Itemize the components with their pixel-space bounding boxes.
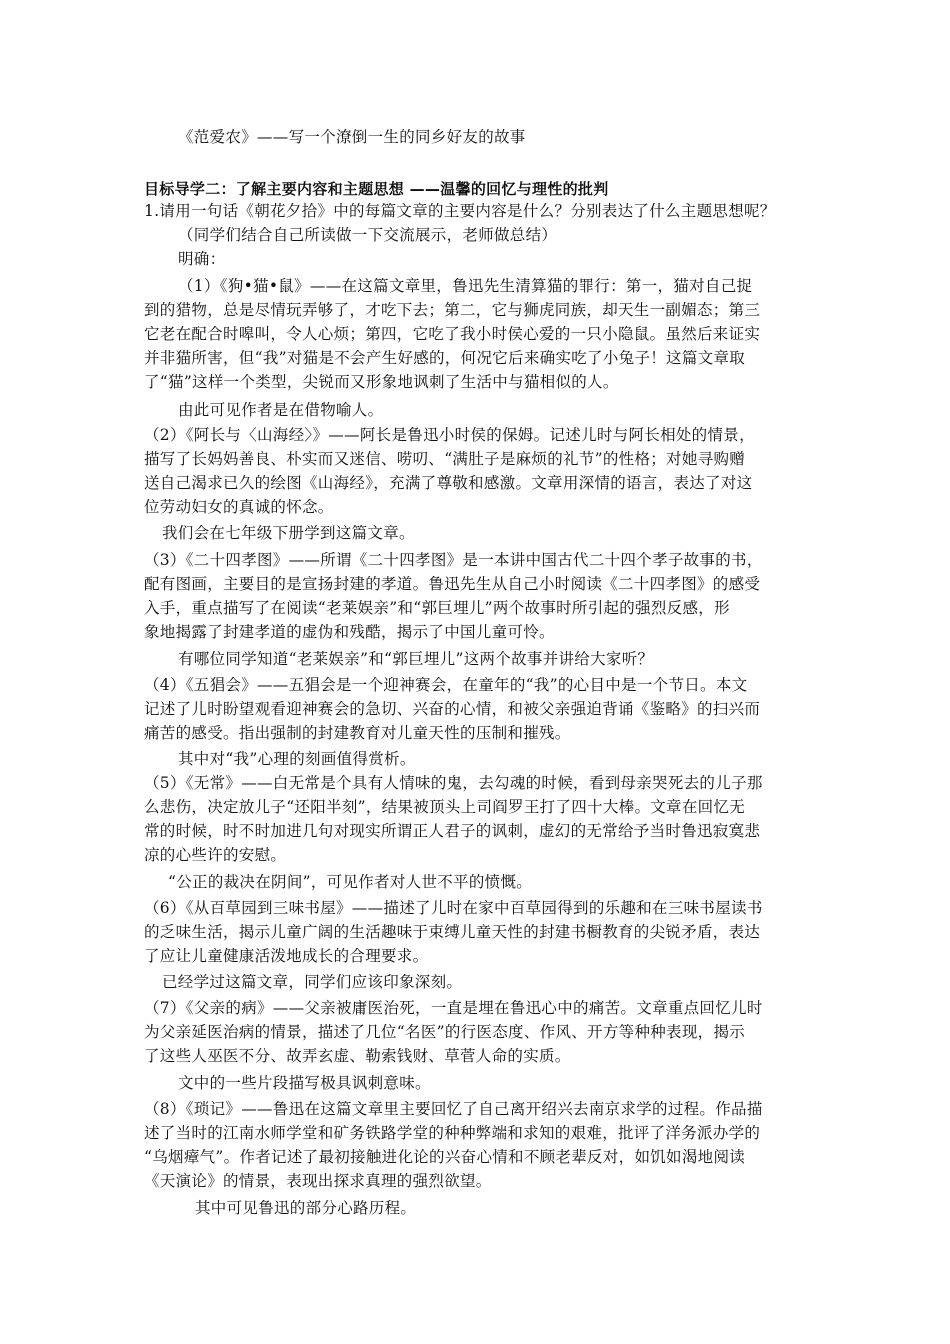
item-1-line-3: 它老在配合时嗥叫，令人心烦；第四，它吃了我小时侯心爱的一只小隐鼠。虽然后来证实 bbox=[144, 325, 761, 343]
item-1-line-4: 并非猫所害，但“我”对猫是不会产生好感的，何况它后来确实吃了小兔子！这篇文章取 bbox=[144, 349, 746, 367]
item-5-line-1: （5）《无常》——白无常是个具有人情味的鬼，去勾魂的时候，看到母亲哭死去的儿子那 bbox=[144, 774, 763, 792]
item-8-line-3: “乌烟瘴气”。作者记述了最初接触进化论的兴奋心情和不顾老辈反对，如饥如渴地阅读 bbox=[144, 1148, 746, 1166]
item-2-line-1: （2）《阿长与〈山海经〉》——阿长是鲁迅小时侯的保姆。记述儿时与阿长相处的情景， bbox=[144, 426, 755, 444]
intro-line-fan-ainong: 《范爱农》——写一个潦倒一生的同乡好友的故事 bbox=[178, 128, 526, 146]
item-7-note: 文中的一些片段描写极具讽刺意味。 bbox=[178, 1074, 431, 1092]
item-5-line-2: 么悲伤，决定放儿子“还阳半刻”，结果被顶头上司阎罗王打了四十大棒。文章在回忆无 bbox=[144, 798, 746, 816]
item-1-line-2: 到的猎物，总是尽情玩弄够了，才吃下去；第二，它与狮虎同族，却天生一副媚态；第三 bbox=[144, 301, 761, 319]
item-8-line-2: 述了当时的江南水师学堂和矿务铁路学堂的种种弊端和求知的艰难，批评了洋务派办学的 bbox=[144, 1124, 761, 1142]
item-3-line-1: （3）《二十四孝图》——所谓《二十四孝图》是一本讲中国古代二十四个孝子故事的书， bbox=[144, 551, 763, 569]
item-4-note: 其中对“我”心理的刻画值得赏析。 bbox=[178, 750, 416, 768]
item-6-line-3: 了应让儿童健康活泼地成长的合理要求。 bbox=[144, 947, 429, 965]
item-3-note: 有哪位同学知道“老莱娱亲”和“郭巨埋儿”这两个故事并讲给大家听？ bbox=[178, 650, 654, 668]
item-5-line-4: 凉的心些许的安慰。 bbox=[144, 846, 287, 864]
item-3-line-3: 入手，重点描写了在阅读“老莱娱亲”和“郭巨埋儿”两个故事时所引起的强烈反感，形 bbox=[144, 599, 730, 617]
item-4-line-3: 痛苦的感受。指出强制的封建教育对儿童天性的压制和摧残。 bbox=[144, 724, 571, 742]
item-3-line-2: 配有图画，主要目的是宣扬封建的孝道。鲁迅先生从自己小时阅读《二十四孝图》的感受 bbox=[144, 575, 761, 593]
section-heading: 目标导学二：了解主要内容和主题思想 ——温馨的回忆与理性的批判 bbox=[144, 180, 609, 198]
item-1-note: 由此可见作者是在借物喻人。 bbox=[178, 401, 384, 419]
item-2-line-2: 描写了长妈妈善良、朴实而又迷信、唠叨、“满肚子是麻烦的礼节”的性格；对她寻购赠 bbox=[144, 450, 746, 468]
item-7-line-3: 了这些人巫医不分、故弄玄虚、勒索钱财、草菅人命的实质。 bbox=[144, 1047, 571, 1065]
item-2-note: 我们会在七年级下册学到这篇文章。 bbox=[162, 524, 415, 542]
item-8-line-4: 《天演论》的情景，表现出探求真理的强烈欲望。 bbox=[144, 1172, 492, 1190]
answer-label: 明确： bbox=[178, 250, 226, 268]
item-1-line-1: （1）《狗•猫•鼠》——在这篇文章里，鲁迅先生清算猫的罪行：第一，猫对自己捉 bbox=[178, 277, 753, 295]
item-2-line-3: 送自己渴求已久的绘图《山海经》，充满了尊敬和感激。文章用深情的语言，表达了对这 bbox=[144, 474, 753, 492]
question-line: 1.请用一句话《朝花夕拾》中的每篇文章的主要内容是什么？分别表达了什么主题思想呢？ bbox=[144, 202, 776, 220]
item-3-line-4: 象地揭露了封建孝道的虚伪和残酷，揭示了中国儿童可怜。 bbox=[144, 623, 555, 641]
item-4-line-1: （4）《五猖会》——五猖会是一个迎神赛会，在童年的“我”的心目中是一个节日。本文 bbox=[144, 676, 748, 694]
item-6-line-1: （6）《从百草园到三味书屋》——描述了儿时在家中百草园得到的乐趣和在三味书屋读书 bbox=[144, 899, 763, 917]
instruction-line: （同学们结合自己所读做一下交流展示，老师做总结） bbox=[178, 226, 558, 244]
item-5-line-3: 常的时候，时不时加进几句对现实所谓正人君子的讽刺，虚幻的无常给予当时鲁迅寂寞悲 bbox=[144, 822, 761, 840]
item-2-line-4: 位劳动妇女的真诚的怀念。 bbox=[144, 498, 334, 516]
item-8-note: 其中可见鲁迅的部分心路历程。 bbox=[195, 1199, 417, 1217]
item-5-note: “公正的裁决在阴间”，可见作者对人世不平的愤慨。 bbox=[168, 873, 533, 891]
item-8-line-1: （8）《琐记》——鲁迅在这篇文章里主要回忆了自己离开绍兴去南京求学的过程。作品描 bbox=[144, 1100, 763, 1118]
item-7-line-1: （7）《父亲的病》——父亲被庸医治死，一直是埋在鲁迅心中的痛苦。文章重点回忆儿时 bbox=[144, 999, 763, 1017]
item-6-note: 已经学过这篇文章，同学们应该印象深刻。 bbox=[162, 973, 463, 991]
item-7-line-2: 为父亲延医治病的情景，描述了几位“名医”的行医态度、作风、开方等种种表现，揭示 bbox=[144, 1023, 746, 1041]
item-4-line-2: 记述了儿时盼望观看迎神赛会的急切、兴奋的心情，和被父亲强迫背诵《鉴略》的扫兴而 bbox=[144, 700, 761, 718]
item-6-line-2: 的乏味生活，揭示儿童广阔的生活趣味于束缚儿童天性的封建书橱教育的尖锐矛盾，表达 bbox=[144, 923, 761, 941]
item-1-line-5: 了“猫”这样一个类型，尖锐而又形象地讽刺了生活中与猫相似的人。 bbox=[144, 373, 619, 391]
